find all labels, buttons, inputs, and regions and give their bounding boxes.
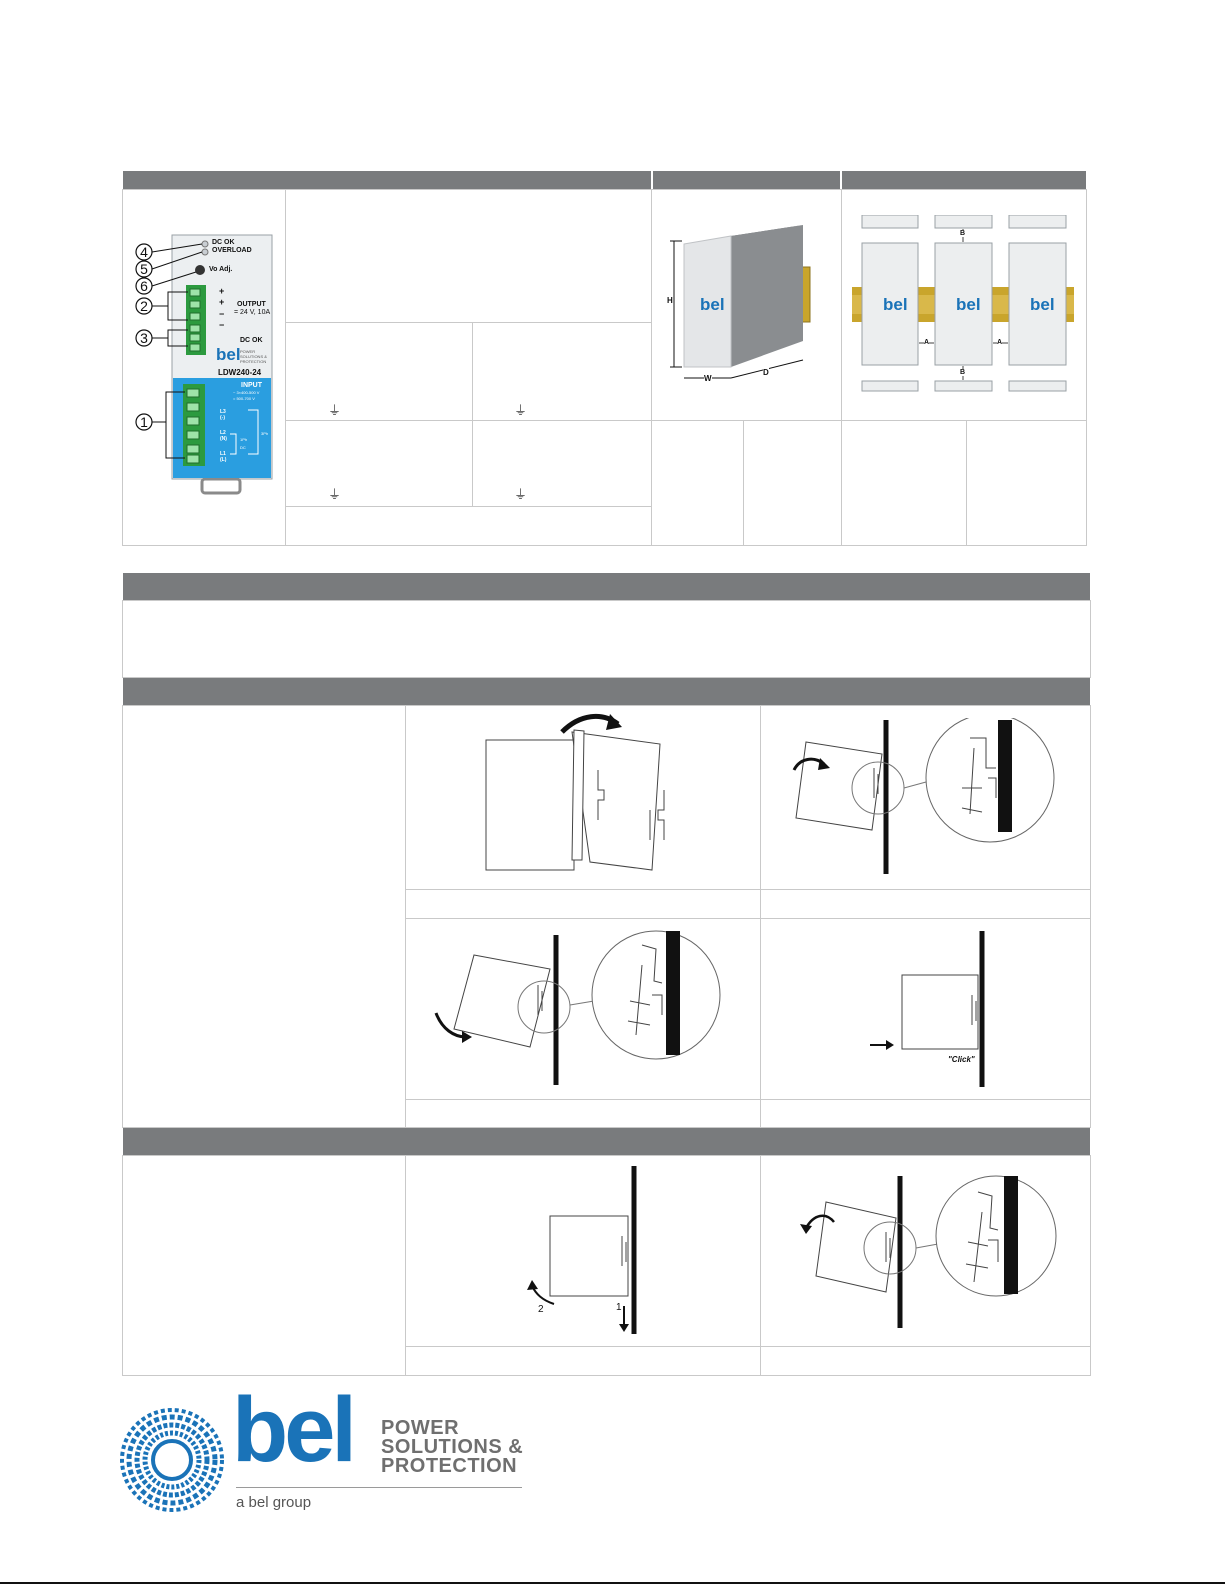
table-divider (285, 420, 1087, 421)
spacing-letter-a: A (997, 339, 1003, 346)
terminal-sign: − (219, 309, 225, 319)
bel-sunburst-icon (120, 1408, 224, 1512)
mount-step-2-drawing (790, 718, 1070, 878)
footer-logo-tag-line: PROTECTION (381, 1455, 518, 1477)
ground-icon: ⏚ (328, 404, 342, 419)
footer-logo-mark (120, 1408, 224, 1512)
table-divider (405, 705, 406, 1128)
output-label: OUTPUT (237, 301, 266, 308)
removal-step-2-figure (798, 1172, 1068, 1332)
mount-step-4-figure (860, 925, 990, 1090)
removal-step-label-1: 1 (616, 1302, 622, 1313)
dimension-brand: bel (700, 295, 725, 314)
footer-logo-tag-line: SOLUTIONS & (381, 1436, 524, 1458)
device-brand-tag: POWER SOLUTIONS & PROTECTION (240, 349, 267, 364)
footer-logo-divider (236, 1487, 522, 1488)
ground-icon: ⏚ (514, 404, 528, 419)
input-terminal-label: L1 (L) (220, 451, 227, 463)
table-divider (743, 420, 744, 546)
input-rating-1: ~ 3×400-500 V (233, 390, 260, 395)
table-divider (285, 189, 286, 546)
table-divider (966, 420, 967, 546)
spacing-letter-a: A (924, 339, 930, 346)
table-divider (405, 1099, 1091, 1100)
footer-logo-word: bel (232, 1379, 353, 1481)
led-label-overload: OVERLOAD (212, 247, 252, 254)
spacing-letter-b: B (960, 369, 966, 376)
ground-icon: ⏚ (328, 488, 342, 503)
table-divider (841, 189, 842, 546)
terminal-sign: − (219, 320, 225, 330)
removal-step-1-figure (510, 1160, 650, 1338)
terminal-sign: + (219, 286, 225, 296)
device-model: LDW240-24 (218, 368, 262, 377)
input-rating-2: = 500-700 V (233, 396, 255, 401)
ground-icon: ⏚ (514, 488, 528, 503)
top-header-divider (651, 171, 653, 189)
mount-step-3-drawing (430, 925, 730, 1090)
dimension-box-drawing (660, 215, 835, 395)
page-bottom-rule (0, 1582, 1225, 1584)
input-side-label: 3Ph (261, 431, 269, 436)
removal-header (123, 1128, 1090, 1155)
table-divider (285, 506, 651, 507)
top-header-divider (840, 171, 842, 189)
table-divider (760, 705, 761, 1128)
callout-1: 1 (140, 414, 148, 430)
pot-label: Vo Adj. (209, 266, 233, 273)
click-label: "Click" (948, 1055, 975, 1064)
mounting-header (123, 678, 1090, 705)
table-divider (405, 889, 1091, 890)
mount-step-1-figure (480, 710, 690, 880)
spacing-brand: bel (883, 295, 908, 314)
table-divider (405, 1346, 1091, 1347)
output-rating: = 24 V, 10A (234, 309, 271, 316)
spacing-brand: bel (1030, 295, 1055, 314)
table-divider (405, 918, 1091, 919)
table-divider (285, 322, 651, 323)
table-divider (405, 1155, 406, 1376)
removal-step-1-drawing (510, 1160, 650, 1338)
section-header (123, 573, 1090, 600)
mount-step-3-figure (430, 925, 730, 1090)
led-label-dc-ok: DC OK (212, 239, 235, 246)
dcok-terminal-label: DC OK (240, 337, 263, 344)
table-divider (651, 189, 652, 546)
spacing-brand: bel (956, 295, 981, 314)
device-front-panel (130, 232, 280, 497)
input-side-label: 1Ph (240, 437, 248, 442)
terminal-sign: + (219, 297, 225, 307)
footer-logo-subtitle: a bel group (236, 1494, 312, 1511)
dimension-letter-w: W (704, 374, 712, 383)
footer-logo-tag-line: POWER (381, 1417, 460, 1439)
top-table-header (123, 171, 1086, 189)
input-terminal-label: L3 (-) (220, 409, 226, 421)
device-front-panel-drawing (130, 232, 280, 497)
callout-6: 6 (140, 278, 148, 294)
removal-step-label-2: 2 (538, 1304, 544, 1315)
input-label: INPUT (241, 382, 262, 389)
device-brand: bel (216, 345, 241, 364)
table-divider (472, 322, 473, 506)
callout-3: 3 (140, 330, 148, 346)
callout-2: 2 (140, 298, 148, 314)
mount-step-1-drawing (480, 710, 690, 880)
callout-4: 4 (140, 244, 148, 260)
mount-step-4-drawing (860, 925, 990, 1090)
dimension-letter-d: D (763, 368, 769, 377)
input-side-label: DC (240, 445, 246, 450)
table-divider (760, 1155, 761, 1376)
callout-5: 5 (140, 261, 148, 277)
mount-step-2-figure (790, 718, 1070, 878)
dimension-letter-h: H (667, 296, 673, 305)
dimensions-drawing (660, 215, 835, 395)
input-terminal-label: L2 (N) (220, 430, 227, 442)
spacing-letter-b: B (960, 230, 966, 237)
removal-step-2-drawing (798, 1172, 1068, 1332)
section-body (122, 600, 1091, 678)
